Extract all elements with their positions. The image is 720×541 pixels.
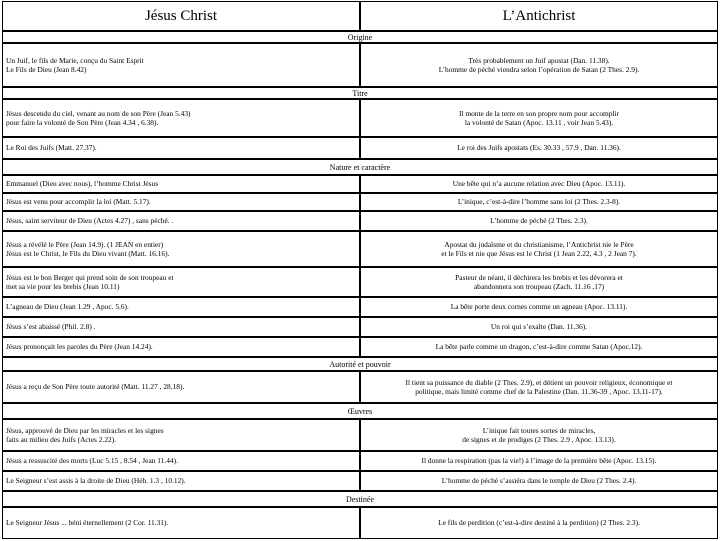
row-6-right: L’homme de péché (2 Thes. 2.3).	[360, 211, 718, 231]
row-3-left: Le Roi des Juifs (Matt. 27.37).	[2, 137, 360, 159]
row-9-left: L’agneau de Dieu (Jean 1.29 , Apoc. 5.6).	[2, 297, 360, 317]
row-15-left: Le Seigneur s’est assis à la droite de Dieu (Héb. 1.3 , 10.12).	[2, 471, 360, 491]
row-5-left: Jésus est venu pour accomplir la loi (Matt. 5.17).	[2, 193, 360, 211]
section-destinee: Destinée	[2, 491, 718, 507]
row-3-right: Le roi des Juifs apostats (Es. 30.33 , 57.9 , Dan. 11.36).	[360, 137, 718, 159]
row-4-right: Une bête qui n’a aucune relation avec Dieu (Apoc. 13.11).	[360, 175, 718, 193]
row-2-right: Il monte de la terre en son propre nom pour accomplir la volonté de Satan (Apoc. 13.11 , voir Jean 5.43).	[360, 99, 718, 137]
row-10-right: Un roi qui s’exalte (Dan. 11.36).	[360, 317, 718, 337]
row-5-right: L’inique, c’est-à-dire l’homme sans loi (2 Thes. 2.3-8).	[360, 193, 718, 211]
section-nature: Nature et caractère	[2, 159, 718, 175]
row-16-left: Le Seigneur Jésus ... béni éternellement (2 Cor. 11.31).	[2, 507, 360, 539]
header-right: L’Antichrist	[360, 1, 718, 31]
row-13-right: L’inique fait toutes sortes de miracles, de signes et de prodiges (2 Thes. 2.9 , Apoc. 13.13).	[360, 419, 718, 451]
row-1-left: Un Juif, le fils de Marie, conçu du Saint Esprit Le Fils de Dieu (Jean 8.42)	[2, 43, 360, 87]
row-1-right: Très probablement un Juif apostat (Dan. 11.38). L’homme de péché viendra selon l’opération de Satan (2 Thes. 2.9).	[360, 43, 718, 87]
row-11-left: Jésus prononçait les paroles du Père (Jean 14.24).	[2, 337, 360, 357]
section-oeuvres: Œuvres	[2, 403, 718, 419]
row-9-right: La bête porte deux cornes comme un agneau (Apoc. 13.11).	[360, 297, 718, 317]
section-autorite: Autorité et pouvoir	[2, 357, 718, 371]
header-left: Jésus Christ	[2, 1, 360, 31]
row-14-right: Il donne la respiration (pas la vie!) à l’image de la première bête (Apoc. 13.15).	[360, 451, 718, 471]
row-7-left: Jésus a révélé le Père (Jean 14.9). (1 JEAN en entier) Jésus est le Christ, le Fils du Dieu vivant (Matt. 16.16).	[2, 231, 360, 267]
row-8-right: Pasteur de néant, il déchirera les brebis et les dévorera et abandonnera son troupeau (Zach. 11.16 ,17)	[360, 267, 718, 297]
section-titre: Titre	[2, 87, 718, 99]
row-2-left: Jésus descendu du ciel, venant au nom de son Père (Jean 5.43) pour faire la volonté de Son Père (Jean 4.34 , 6.38).	[2, 99, 360, 137]
row-11-right: La bête parle comme un dragon, c’est-à-dire comme Satan (Apoc.12).	[360, 337, 718, 357]
comparison-table	[2, 1, 718, 539]
row-4-left: Emmanuel (Dieu avec nous), l’homme Christ Jésus	[2, 175, 360, 193]
section-origine: Origine	[2, 31, 718, 43]
row-8-left: Jésus est le bon Berger qui prend soin de son troupeau et met sa vie pour les brebis (Jean 10.11)	[2, 267, 360, 297]
row-7-right: Apostat du judaïsme et du christianisme, l’Antichrist nie le Père et le Fils et nie que Jésus est le Christ (1 Jean 2.22, 4.3 , 2 Jean 7).	[360, 231, 718, 267]
row-12-right: Il tient sa puissance du diable (2 Thes. 2.9), et détient un pouvoir religieux, économique et politique, mais limité comme chef de la Palestine (Dan. 11.36-39 , Apoc. 13.11-17).	[360, 371, 718, 403]
row-13-left: Jésus, approuvé de Dieu par les miracles et les signes faits au milieu des Juifs (Actes 2.22).	[2, 419, 360, 451]
row-6-left: Jésus, saint serviteur de Dieu (Actes 4.27) , sans péché. .	[2, 211, 360, 231]
row-12-left: Jésus a reçu de Son Père toute autorité (Matt. 11.27 , 28.18).	[2, 371, 360, 403]
row-15-right: L’homme de péché s’assiéra dans le temple de Dieu (2 Thes. 2.4).	[360, 471, 718, 491]
row-16-right: Le fils de perdition (c’est-à-dire destiné à la perdition) (2 Thes. 2.3).	[360, 507, 718, 539]
row-14-left: Jésus a ressuscité des morts (Luc 5.15 , 8.54 , Jean 11.44).	[2, 451, 360, 471]
row-10-left: Jésus s’est abaissé (Phil. 2.8) .	[2, 317, 360, 337]
